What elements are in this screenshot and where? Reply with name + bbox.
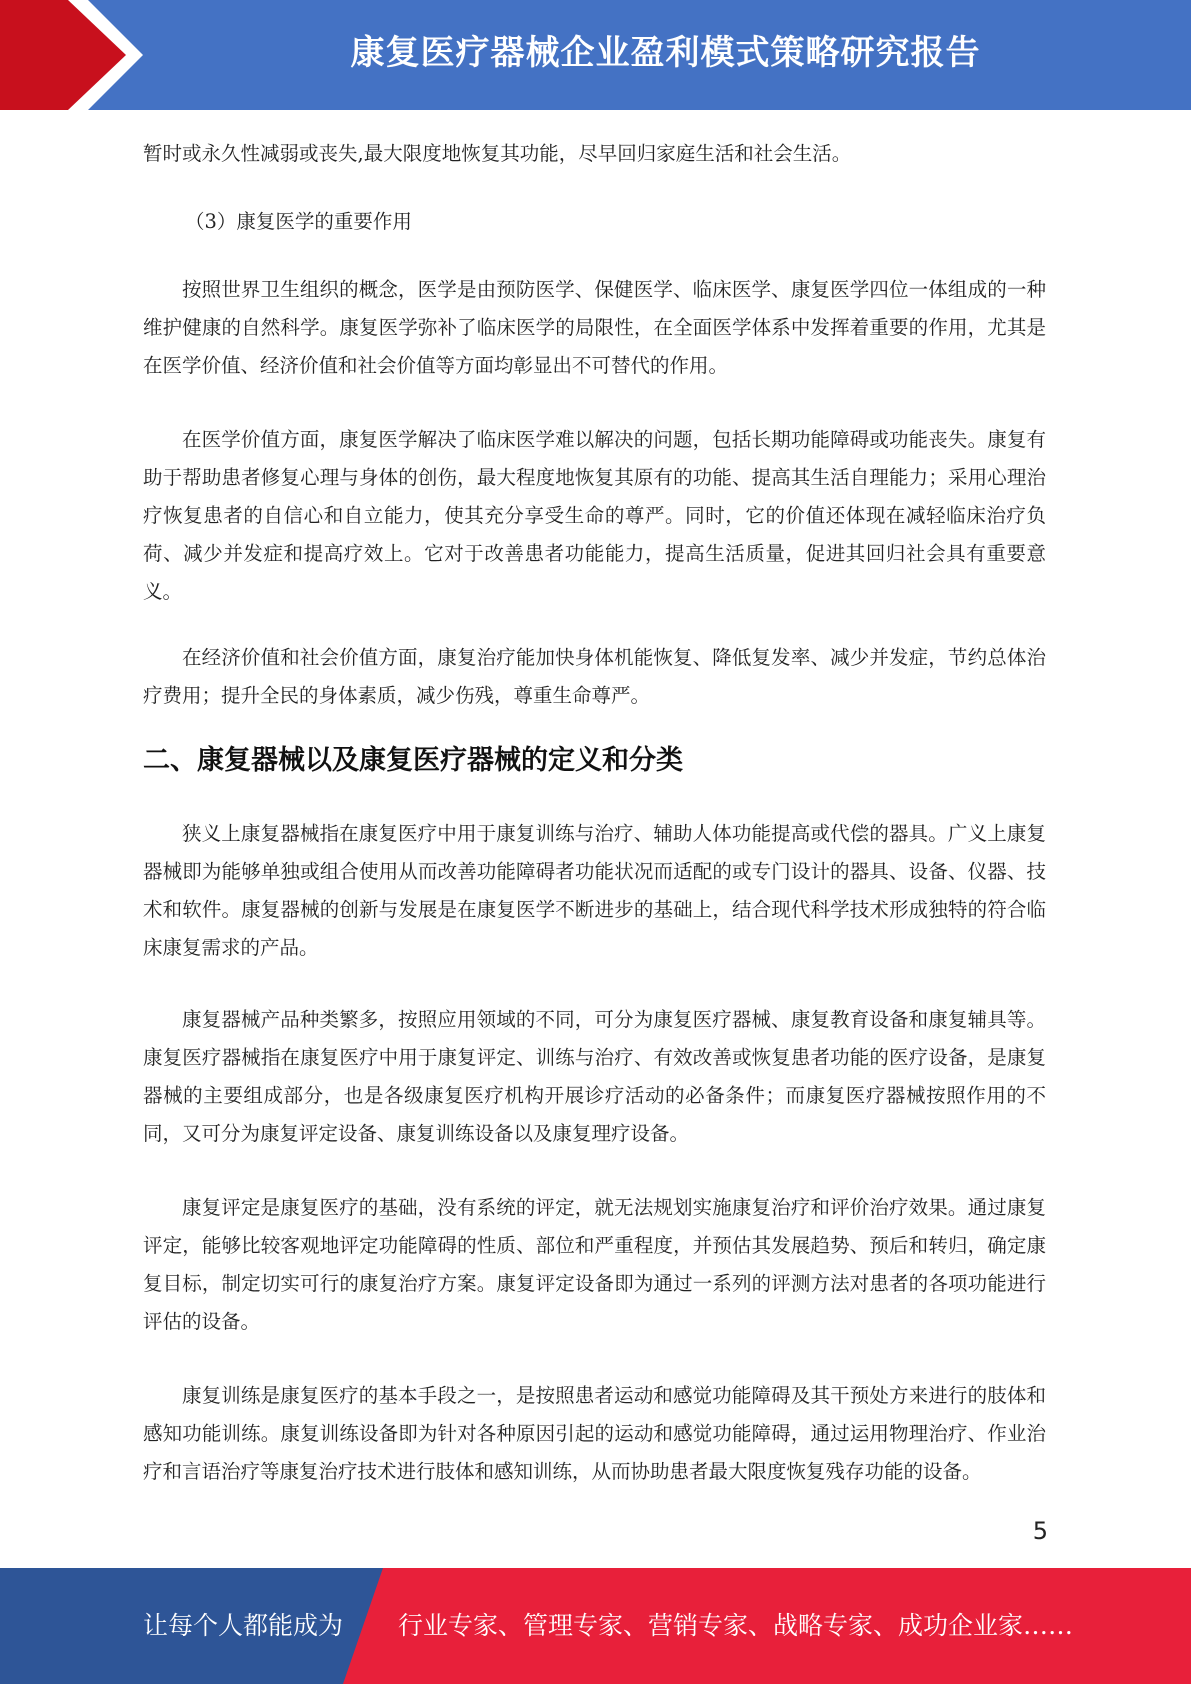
chevron-arrow-icon <box>0 0 160 110</box>
section-heading: 二、康复器械以及康复医疗器械的定义和分类 <box>143 745 683 776</box>
paragraph: 在医学价值方面，康复医学解决了临床医学难以解决的问题，包括长期功能障碍或功能丧失。康复有助于帮助患者修复心理与身体的创伤，最大程度地恢复其原有的功能、提高其生活自理能力；采用心理治疗恢复患者的自信心和自立能力，使其充分享受生命的尊严。同时，它的价值还体现在减轻临床治疗负荷、减少并发症和提高疗效上。它对于改善患者功能能力，提高生活质量，促进其回归社会具有重要意义。 <box>143 428 1046 603</box>
report-title: 康复医疗器械企业盈利模式策略研究报告 <box>350 33 981 73</box>
header-banner <box>0 0 1191 110</box>
paragraph: 狭义上康复器械指在康复医疗中用于康复训练与治疗、辅助人体功能提高或代偿的器具。广义上康复器械即为能够单独或组合使用从而改善功能障碍者功能状况而适配的或专门设计的器具、设备、仪器、技术和软件。康复器械的创新与发展是在康复医学不断进步的基础上，结合现代科学技术形成独特的符合临床康复需求的产品。 <box>143 822 1046 959</box>
footer-slogan-right: 行业专家、管理专家、营销专家、战略专家、成功企业家…… <box>398 1611 1074 1640</box>
paragraph-continued: 暂时或永久性减弱或丧失,最大限度地恢复其功能，尽早回归家庭生活和社会生活。 <box>143 142 852 165</box>
footer-slogan-left: 让每个人都能成为 <box>143 1611 344 1640</box>
paragraph: 按照世界卫生组织的概念，医学是由预防医学、保健医学、临床医学、康复医学四位一体组成的一种维护健康的自然科学。康复医学弥补了临床医学的局限性，在全面医学体系中发挥着重要的作用，尤其是在医学价值、经济价值和社会价值等方面均彰显出不可替代的作用。 <box>143 278 1046 377</box>
page-number: 5 <box>1032 1517 1048 1545</box>
paragraph: 康复器械产品种类繁多，按照应用领域的不同，可分为康复医疗器械、康复教育设备和康复辅具等。康复医疗器械指在康复医疗中用于康复评定、训练与治疗、有效改善或恢复患者功能的医疗设备，是康复器械的主要组成部分，也是各级康复医疗机构开展诊疗活动的必备条件；而康复医疗器械按照作用的不同，又可分为康复评定设备、康复训练设备以及康复理疗设备。 <box>143 1008 1046 1145</box>
footer-banner <box>0 1568 1191 1684</box>
paragraph: 在经济价值和社会价值方面，康复治疗能加快身体机能恢复、降低复发率、减少并发症，节约总体治疗费用；提升全民的身体素质，减少伤残，尊重生命尊严。 <box>143 646 1046 707</box>
sub-heading: （3）康复医学的重要作用 <box>185 210 412 233</box>
paragraph: 康复评定是康复医疗的基础，没有系统的评定，就无法规划实施康复治疗和评价治疗效果。通过康复评定，能够比较客观地评定功能障碍的性质、部位和严重程度，并预估其发展趋势、预后和转归，确定康复目标，制定切实可行的康复治疗方案。康复评定设备即为通过一系列的评测方法对患者的各项功能进行评估的设备。 <box>143 1196 1046 1333</box>
paragraph: 康复训练是康复医疗的基本手段之一，是按照患者运动和感觉功能障碍及其干预处方来进行的肢体和感知功能训练。康复训练设备即为针对各种原因引起的运动和感觉功能障碍，通过运用物理治疗、作业治疗和言语治疗等康复治疗技术进行肢体和感知训练，从而协助患者最大限度恢复残存功能的设备。 <box>143 1384 1046 1483</box>
